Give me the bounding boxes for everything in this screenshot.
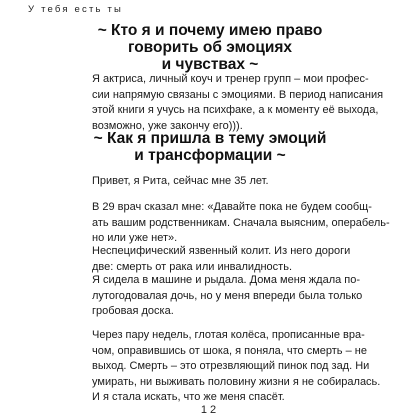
paragraph-greeting xyxy=(92,174,392,190)
paragraph-line: умирать, ни выживать половину жизни я не собиралась. xyxy=(92,375,381,388)
paragraph-line: В 29 врач сказал мне: «Давайте пока не будем сообщ- xyxy=(92,201,372,213)
paragraph-line: И я стала искать, что же меня спасёт. xyxy=(92,391,285,403)
paragraph-line: Через пару недель, глотая колёса, прописанные вра- xyxy=(92,329,365,341)
paragraph-line: две: смерть от рака или инвалидность. xyxy=(92,260,293,273)
section-heading-about-author xyxy=(60,22,360,73)
heading-line: говорить об эмоциях xyxy=(127,39,293,56)
page-number: 12 xyxy=(200,404,220,416)
running-head: У тебя есть ты xyxy=(28,4,124,15)
paragraph-line: сии напрямую связаны с эмоциями. В период написания xyxy=(92,88,384,101)
heading-line: ~ Кто я и почему имею право xyxy=(97,22,323,39)
paragraph-line: лутогодовалая дочь, но у меня впереди была только xyxy=(92,289,363,302)
paragraph-line: чом, оправившись от шока, я поняла, что смерть – не xyxy=(92,344,367,357)
paragraph-line: Я актриса, личный коуч и тренер групп – мои профес- xyxy=(92,73,369,85)
heading-line: и трансформации ~ xyxy=(134,147,286,164)
paragraph-decision xyxy=(92,328,392,406)
paragraph-intro xyxy=(92,72,392,134)
paragraph-line: Неспецифический язвенный колит. Из него дороги xyxy=(92,245,351,257)
heading-line: ~ Как я пришла в тему эмоций xyxy=(93,130,327,147)
paragraph-line: ать вашим родственникам. Сначала выясним, оперaбель- xyxy=(92,216,390,229)
paragraph-line: этой книги я учусь на психфаке, а к моменту её выхода, xyxy=(92,104,379,116)
paragraph-doctor xyxy=(92,200,392,247)
paragraph-line: Привет, я Рита, сейчас мне 35 лет. xyxy=(92,175,269,187)
heading-line: и чувствах ~ xyxy=(161,56,259,73)
paragraph-line: гробовая доска. xyxy=(92,305,174,317)
paragraph-car xyxy=(92,273,392,320)
paragraph-line: Я сидела в машине и рыдала. Дома меня ждала по- xyxy=(92,274,361,286)
paragraph-line: возможно, уже закончу его))). xyxy=(92,119,243,132)
paragraph-line: выход. Смерть – это отрезвляющий пинок под зад. Ни xyxy=(92,360,370,372)
paragraph-line: но или уже нет». xyxy=(92,232,178,244)
paragraph-diagnosis xyxy=(92,244,392,275)
section-heading-how-i-came xyxy=(60,130,360,164)
